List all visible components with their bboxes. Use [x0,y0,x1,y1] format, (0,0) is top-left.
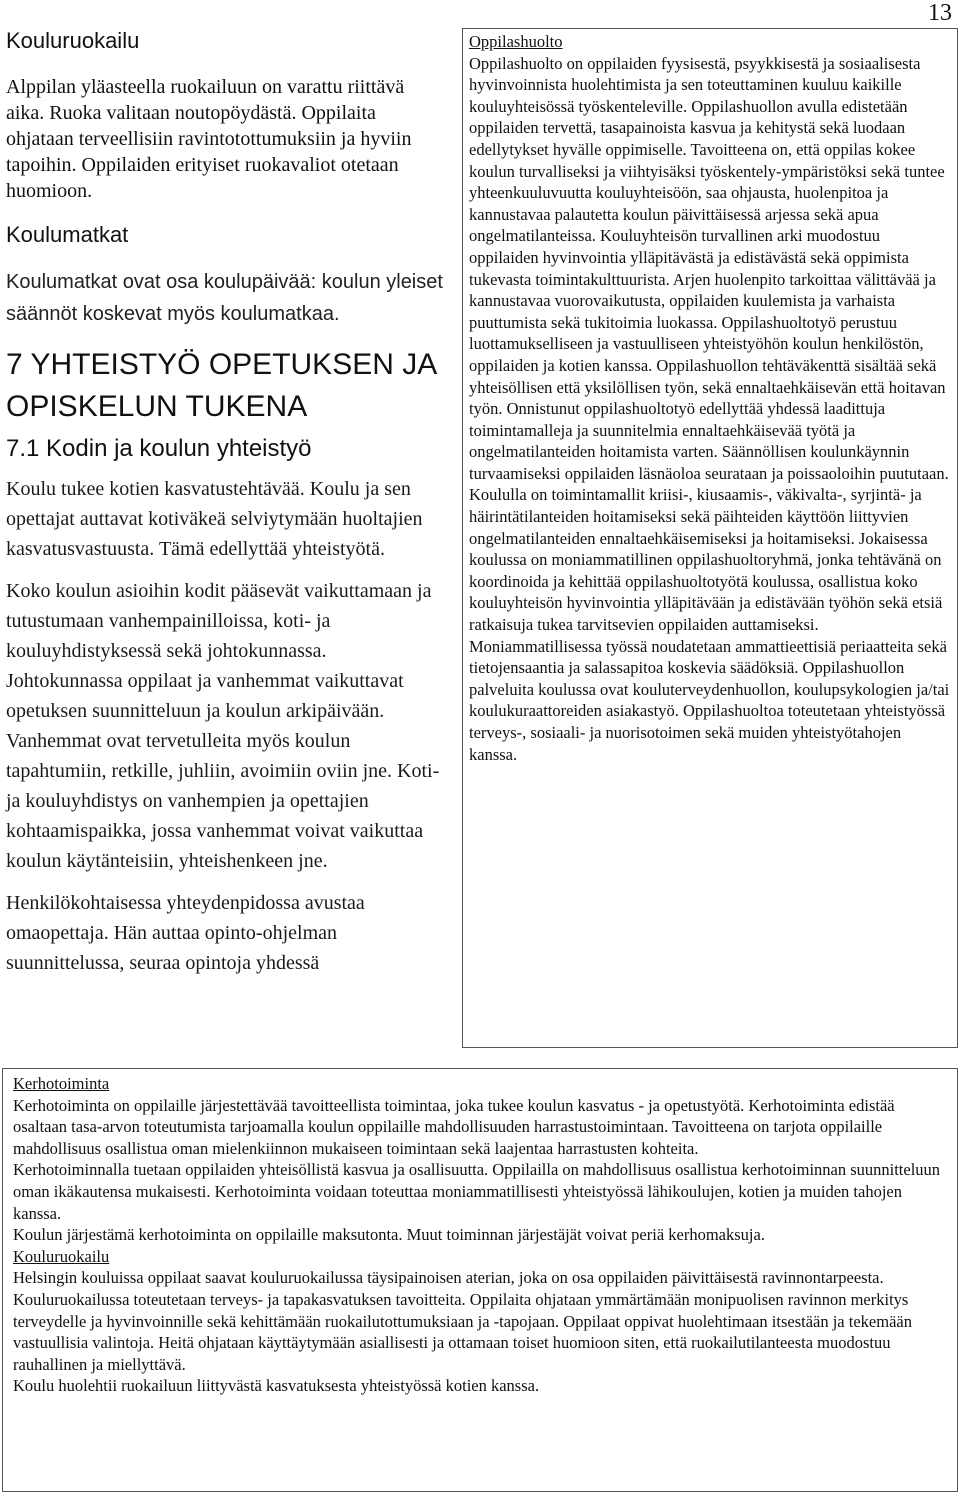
heading-koulumatkat: Koulumatkat [6,222,129,247]
paragraph-3: Henkilökohtaisessa yhteydenpidossa avustaa omaopettaja. Hän auttaa opinto-ohjelman suunnittelussa, seuraa opintoja yhdessä [6,892,365,974]
trips-paragraph: Koulumatkat ovat osa koulupäivää: koulun yleiset säännöt koskevat myös koulumatkaa. [6,271,443,325]
oppilashuolto-text: Oppilashuolto on oppilaiden fyysisestä, psyykkisestä ja sosiaalisesta hyvinvoinnista huolehtimista ja sen toteuttaminen kuuluu kaikille kouluyhteisössä työskenteleville. Oppilashuollon avulla edistetään oppilaiden tervettä, tasapainoista kasvua ja kehitystä sekä luodaan edellytykset hyvälle oppimiselle. Tavoitteena on, että oppilas kokee koulun turvalliseksi ja viihtyisäksi työskentely-ympäristöksi sekä tuntee yhteenkuuluvuutta kouluyhteisöön, saa ohjausta, huolenpitoa ja kannustavaa palautetta koulun päivittäisessä arjessa sekä apua ongelmatilanteissa. Kouluyhteisön turvallinen arki muodostuu oppilaiden hyvinvointia ylläpitävästä ja edistävästä sekä oppimista tukevasta toimintakulttuurista. Arjen huolenpito tarkoittaa välittävää ja kannustavaa vuorovaikutusta, oppilaiden kuulemista ja varhaista puuttumista sekä tukitoimia luokassa. Oppilashuoltotyö perustuu luottamukselliseen ja vastuulliseen yhteistyöhön koulun henkilöstön, oppilaiden ja kotien kanssa. Oppilashuollon tehtäväkenttä sisältää sekä yhteisöllisen että yksilöllisen työn, sekä ennaltaehkäisevän että hoitavan työn. Onnistunut oppilashuoltotyö edellyttää yhdessä laadittuja toimintamalleja ja suunnitelmia ennaltaehkäisevää työtä ja ongelmatilanteiden hoitamista varten. Säännöllisen koulunkäynnin turvaamiseksi oppilaiden läsnäoloa seurataan ja poissaoloihin puututaan. Koululla on toimintamallit kriisi-, kiusaamis-, väkivalta-, syrjintä- ja häirintätilanteiden hoitamiseksi sekä päihteiden käyttöön liittyvien ongelmatilanteiden ennaltaehkäisemiseksi ja hoitamiseksi. Jokaisessa koulussa on moniammatillinen oppilashuoltoryhmä, jonka tehtävänä on koordinoida ja kehittää oppilashuoltotyötä koulussa, osallistua koko kouluyhteisön hyvinvointia ylläpitävään ja edistävään työhön sekä etsiä ratkaisuja tukea tarvitsevien oppilaiden auttamiseksi. Moniammatillisessa työssä noudatetaan ammattieettisiä periaatteita sekä tietojensaantia ja salassapitoa koskevia säädöksiä. Oppilashuollon palveluita koulussa ovat kouluterveydenhuollon, koulupsykologien ja/tai koulukuraattoreiden asiakastyö. Oppilashuoltoa toteutetaan yhteistyössä terveys-, sosiaali- ja nuorisotoimen sekä muiden yhteistyötahojen kanssa. [469,53,950,764]
page-number: 13 [928,0,952,26]
paragraph-2: Koko koulun asioihin kodit pääsevät vaikuttamaan ja tutustumaan vanhempainilloissa, koti- ja kouluyhdistyksessä sekä johtokunnassa. Johtokunnassa oppilaat ja vanhemmat vaikuttavat opetuksen suunnitteluun ja koulun arkipäivään. Vanhemmat ovat tervetulleita myös koulun tapahtumiin, retkille, juhliin, avoimiin oviin jne. Koti- ja kouluyhdistys on vanhempien ja opettajien kohtaamispaikka, jossa vanhemmat voivat vaikuttaa koulun käytänteisiin, yhteishenkeen jne. [6,580,440,872]
kerhotoiminta-paragraph-1: Kerhotoiminta on oppilaille järjestettävää tavoitteellista toimintaa, joka tukee koulun kasvatus - ja opetustyötä. Kerhotoiminta edistää osaltaan tasa-arvon toteutumista tarjoamalla koulun oppilaille mahdollisuuden harrastustoimintaan. Tavoitteena on tarjota oppilaille mahdollisuus osallistua oman mielenkiinnon mukaiseen toimintaan sekä laajentaa harrastusten kohteita. [13,1095,895,1158]
lunch-paragraph: Alppilan yläasteella ruokailuun on varattu riittävä aika. Ruoka valitaan noutopöydästä. Oppilaita ohjataan terveellisiin ravintotottumuksiin ja hyviin tapoihin. Oppilaiden erityiset ruokavaliot otetaan huomioon. [6,76,412,202]
heading-kouluruokailu: Kouluruokailu [6,28,140,53]
kouluruokailu-paragraph-2: Kouluruokailussa toteutetaan terveys- ja tapakasvatuksen tavoitteita. Oppilaita ohjataan ymmärtämään monipuolisen ravinnon merkitys terveydelle ja hyvinvoinnille sekä kehittämään ruokailutottumuksiaan ja -tapojaan. Oppilaat oppivat huolehtimaan itsestään ja tekemään vastuullisia valintoja. Heitä ohjataan käyttäytymään asiallisesti ja ottamaan toiset huomioon siten, että ruokailutilanteesta muodostuu rauhallinen ja miellyttävä. [13,1289,912,1374]
oppilashuolto-label: Oppilashuolto [469,32,563,51]
section-title: 7.1 Kodin ja koulun yhteistyö [6,435,312,462]
kerhotoiminta-label: Kerhotoiminta [13,1074,110,1093]
kouluruokailu-label: Kouluruokailu [13,1246,110,1266]
chapter-title: 7 YHTEISTYÖ OPETUKSEN JA OPISKELUN TUKENA [6,348,436,423]
kerhotoiminta-paragraph-3: Koulun järjestämä kerhotoiminta on oppilaille maksutonta. Muut toiminnan järjestäjät voivat periä kerhomaksuja. [13,1225,765,1245]
paragraph-1: Koulu tukee kotien kasvatustehtävää. Koulu ja sen opettajat auttavat kotiväkeä selviytymään huoltajien kasvatusvastuusta. Tämä edellyttää yhteistyötä. [6,478,423,560]
left-column [6,26,446,978]
kerhotoiminta-paragraph-2: Kerhotoiminnalla tuetaan oppilaiden yhteisöllistä kasvua ja osallisuutta. Oppilailla on mahdollisuus osallistua kerhotoiminnan suunnitteluun oman ikäkautensa mukaisesti. Kerhotoiminta voidaan toteuttaa moniammatillisesti yhteistyössä lähikoulujen, kotien ja muiden tahojen kanssa. [13,1160,941,1223]
kerhotoiminta-box [2,1068,958,1492]
kouluruokailu-paragraph-3: Koulu huolehtii ruokailuun liittyvästä kasvatuksesta yhteistyössä kotien kanssa. [13,1376,540,1396]
oppilashuolto-box [462,28,958,1048]
kouluruokailu-paragraph-1: Helsingin kouluissa oppilaat saavat kouluruokailussa täysipainoisen aterian, joka on osa oppilaiden päivittäisestä ravinnontarpeesta. [13,1268,884,1288]
